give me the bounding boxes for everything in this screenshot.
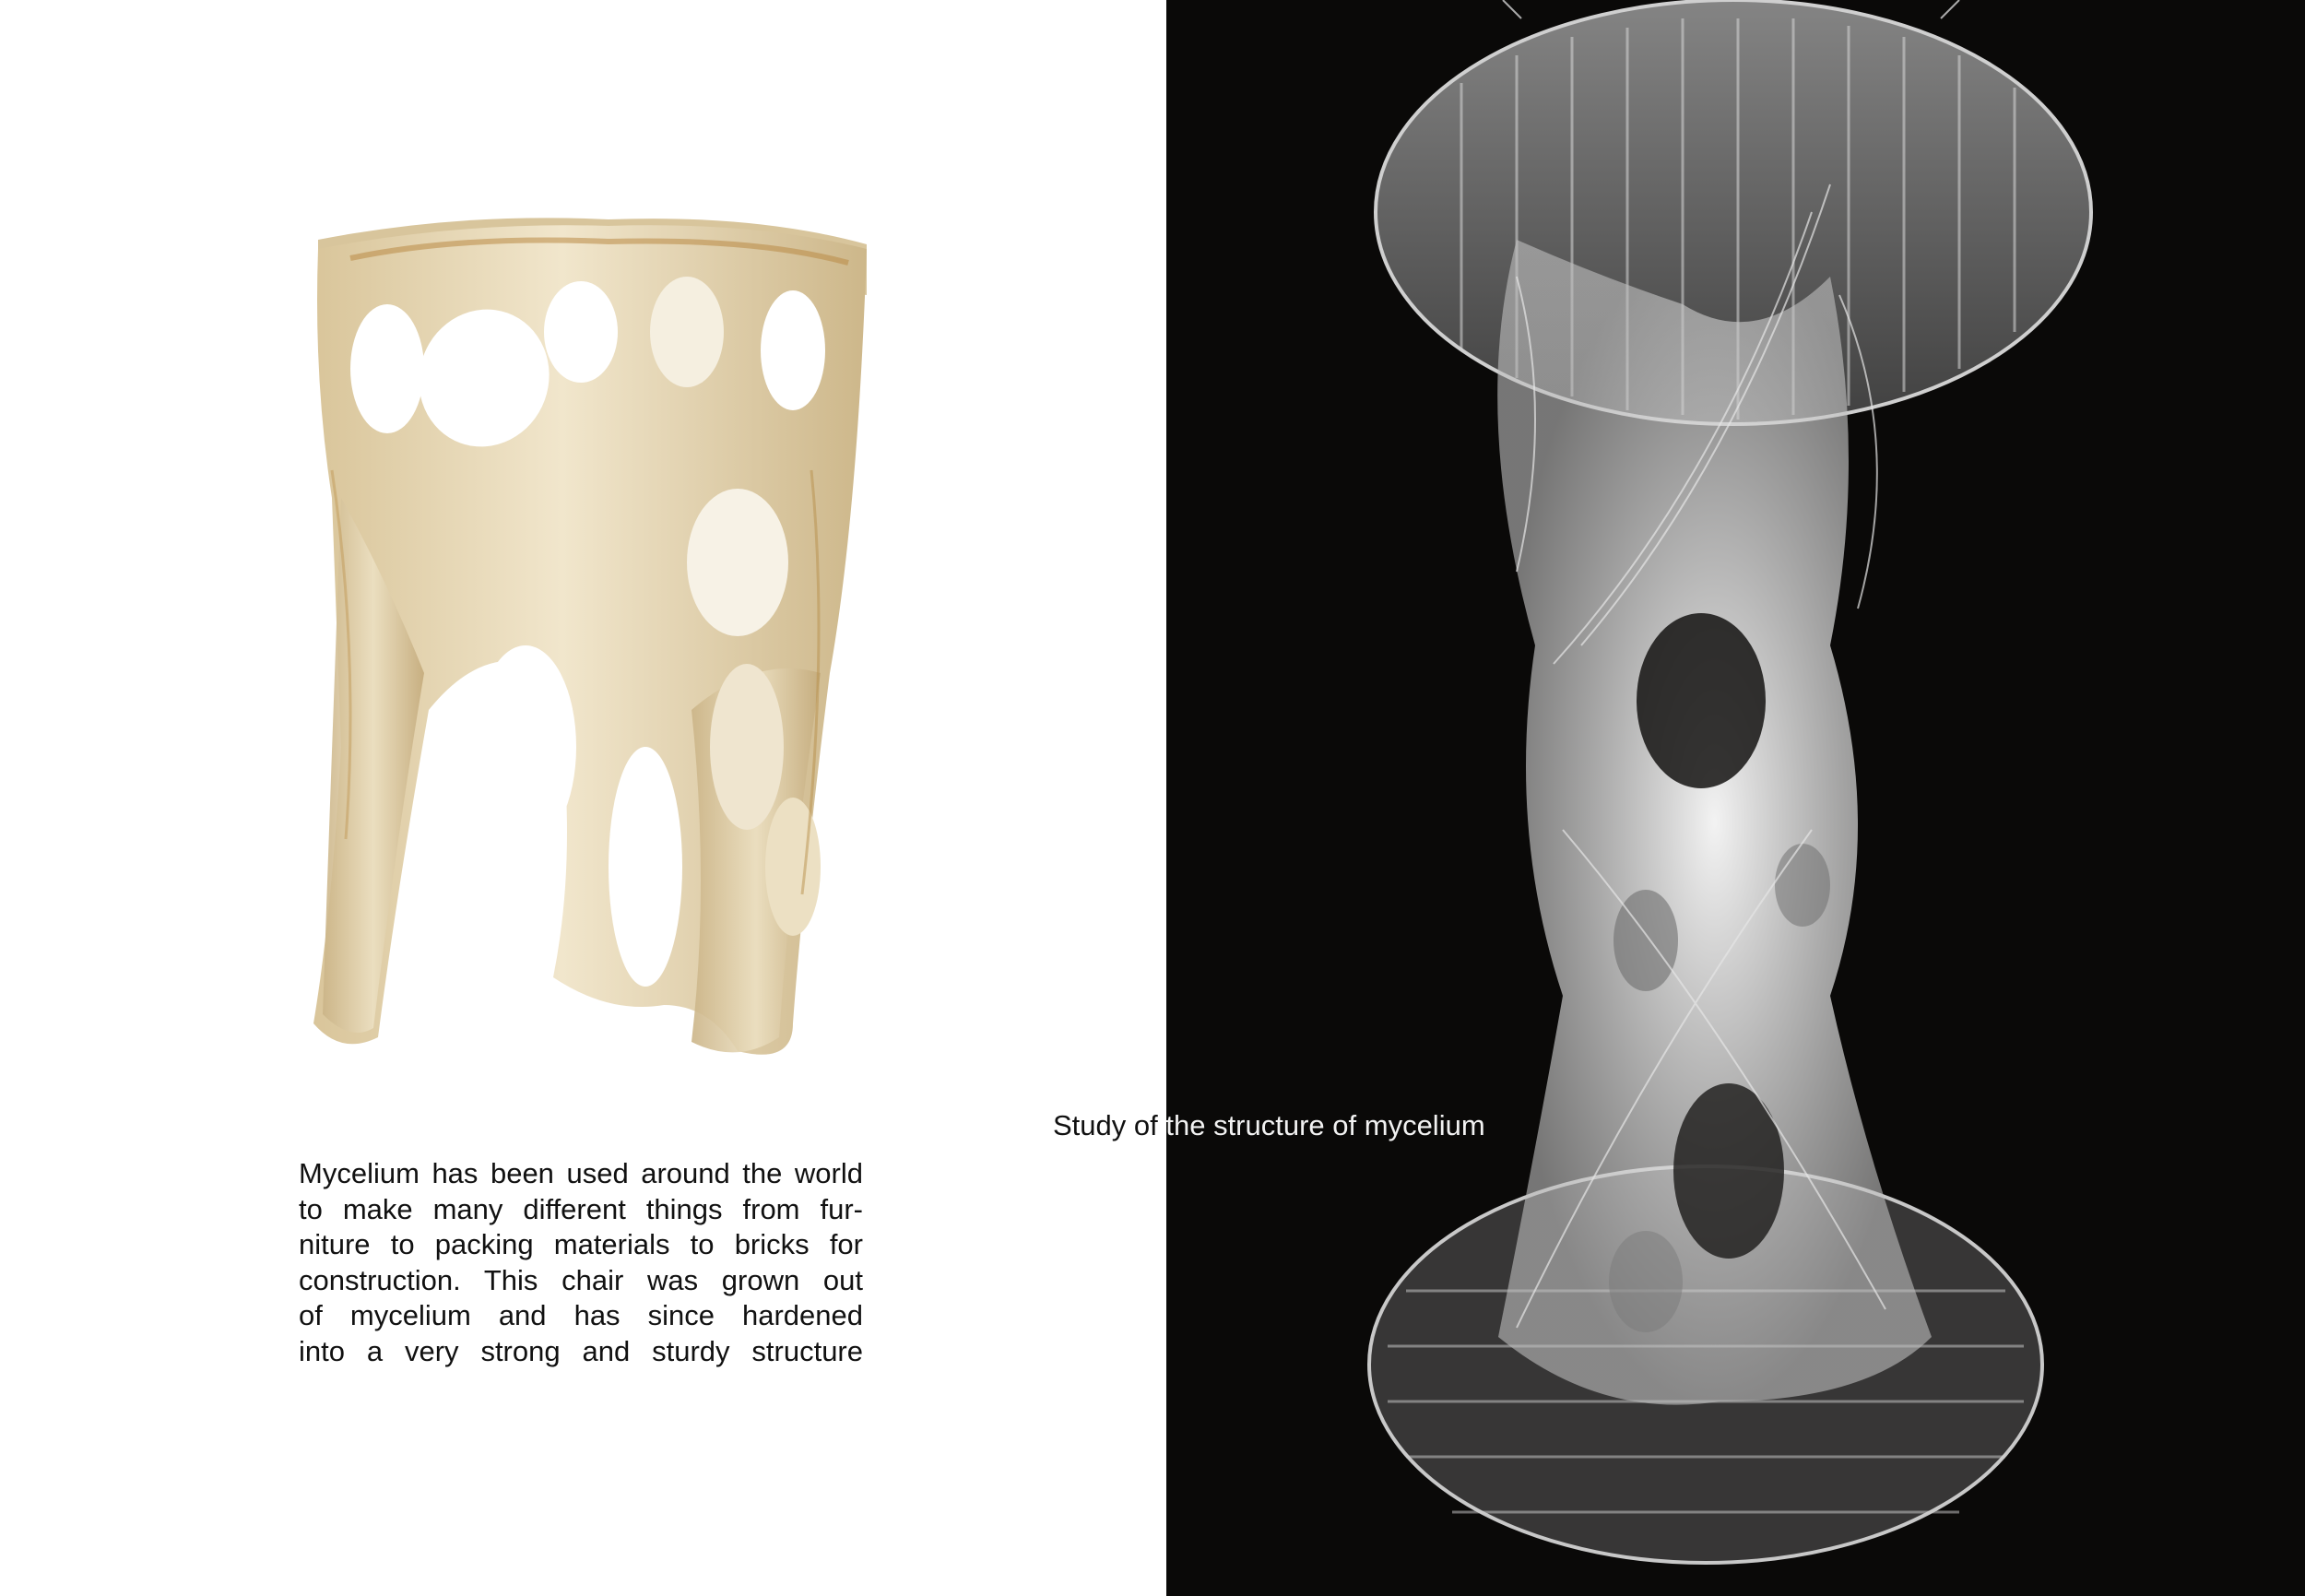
description-paragraph: [299, 1156, 863, 1369]
description-line: into a very strong and sturdy structure: [299, 1334, 863, 1367]
caption-part-on-white: Study of: [1053, 1109, 1158, 1141]
description-line: niture to packing materials to bricks for: [299, 1228, 863, 1260]
mycelium-chair-photo: [277, 194, 904, 1079]
description-line: of mycelium and has since hardened: [299, 1299, 863, 1331]
caption-part-on-dark: the structure of mycelium: [1157, 1109, 1485, 1141]
description-line: to make many different things from fur-: [299, 1192, 863, 1225]
photo-caption: [1053, 1109, 1485, 1142]
mycelium-structure-photo: [1166, 0, 2305, 1596]
description-line: Mycelium has been used around the world: [299, 1157, 863, 1189]
right-panel: [1166, 0, 2305, 1596]
description-line: construction. This chair was grown out: [299, 1263, 863, 1296]
